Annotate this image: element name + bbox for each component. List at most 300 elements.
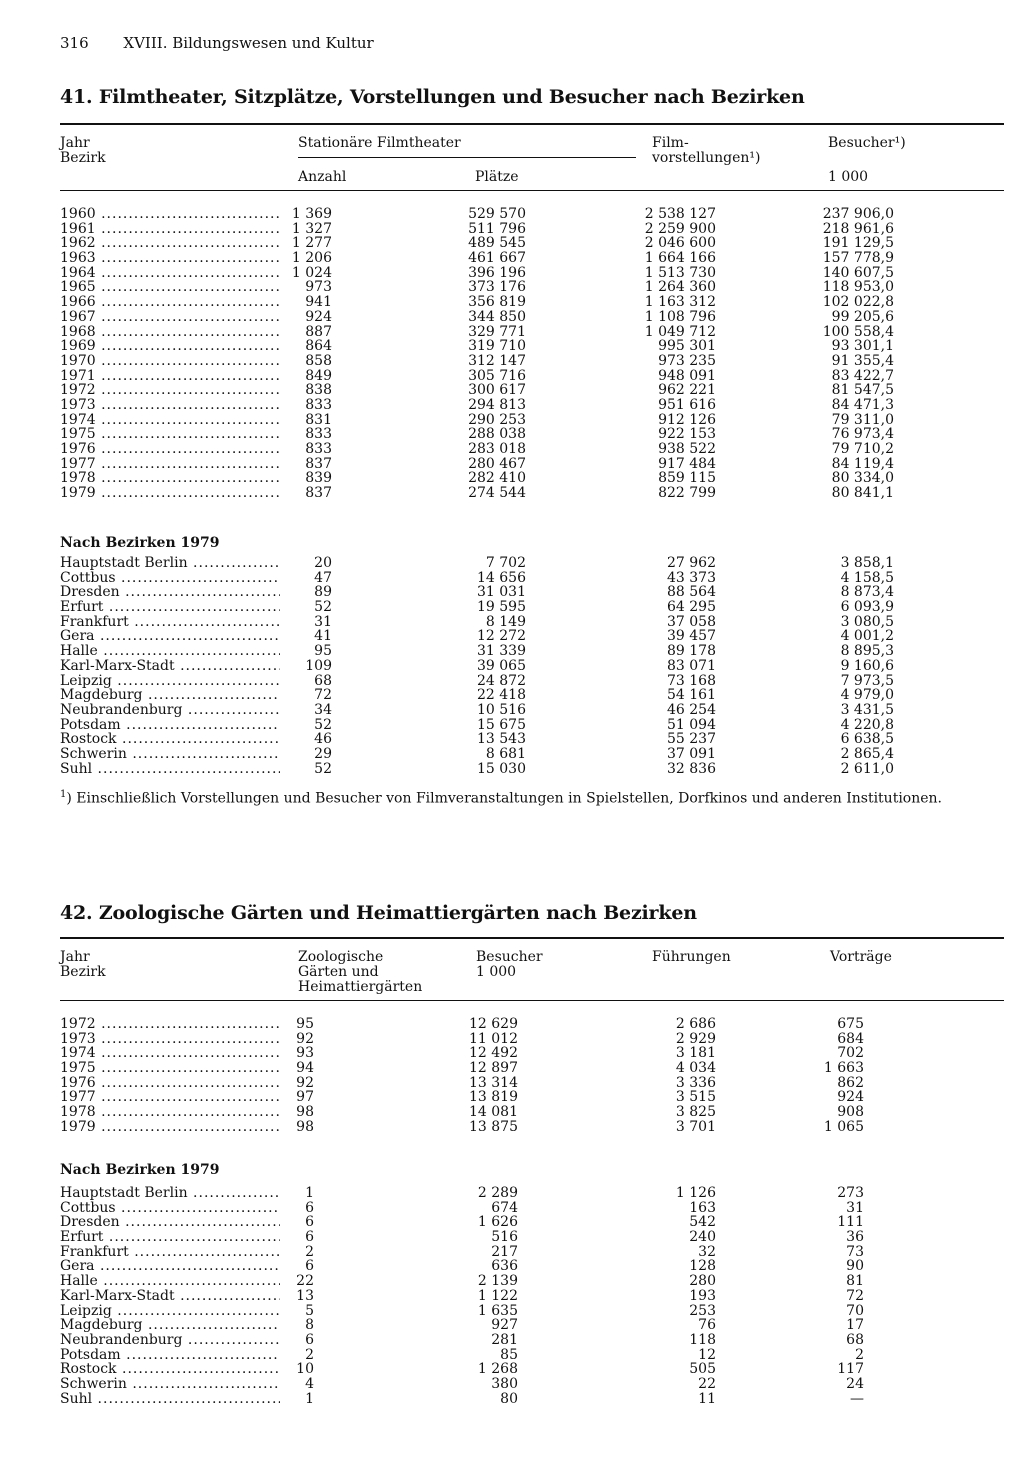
table-cell: 674 (491, 1199, 518, 1216)
table-cell: 34 (314, 701, 332, 718)
table-row (60, 325, 1004, 340)
table-cell: 95 (314, 643, 332, 660)
row-label: Rostock ..... (60, 1362, 280, 1377)
table-cell: 24 (846, 1375, 864, 1392)
table-cell: 300 617 (468, 382, 526, 399)
table-cell: 1 626 (477, 1214, 518, 1231)
row-label: 1965 ..... (60, 280, 280, 295)
table-cell: 973 235 (658, 352, 716, 369)
table-cell: 14 081 (469, 1104, 518, 1121)
table-row (60, 1362, 1004, 1377)
row-label: 1973 ..... (60, 1032, 280, 1047)
table-cell: 3 336 (675, 1074, 716, 1091)
table-cell: 4 001,2 (840, 628, 894, 645)
table-42-subheading: Nach Bezirken 1979 (60, 1162, 220, 1178)
table-cell: 12 272 (477, 628, 526, 645)
table-cell: 1 024 (291, 264, 332, 281)
table-cell: 191 129,5 (822, 235, 894, 252)
row-label: 1972 ..... (60, 1017, 280, 1032)
table-row (60, 1061, 1004, 1076)
table-41-subheading: Nach Bezirken 1979 (60, 535, 220, 551)
table-cell: 294 813 (468, 396, 526, 413)
row-label: 1978 ..... (60, 1105, 280, 1120)
row-label: Cottbus ..... (60, 571, 280, 586)
table-row (60, 747, 1004, 762)
row-label: 1977 ..... (60, 457, 280, 472)
row-label: Halle ..... (60, 1274, 280, 1289)
header-bezirk: Bezirk (60, 964, 106, 980)
table-cell: 833 (305, 426, 332, 443)
table-row (60, 354, 1004, 369)
row-label: Frankfurt ..... (60, 1245, 280, 1260)
table-cell: 396 196 (468, 264, 526, 281)
table-cell: 636 (491, 1258, 518, 1275)
table-cell: 505 (689, 1361, 716, 1378)
table-cell: 12 629 (469, 1016, 518, 1032)
table-cell: 2 (855, 1346, 864, 1363)
table-cell: 39 457 (667, 628, 716, 645)
footnote-mark: 1 (60, 789, 67, 800)
table-row (60, 1186, 1004, 1201)
header-jahr: Jahr (60, 949, 90, 965)
table-cell: 24 872 (477, 672, 526, 689)
table-cell: 837 (305, 485, 332, 502)
table-cell: 10 (296, 1361, 314, 1378)
table-cell: 79 710,2 (831, 441, 894, 457)
table-cell: 1 122 (477, 1287, 518, 1304)
header-zoologische: Zoologische (298, 949, 384, 965)
table-42-header-rule (60, 1000, 1004, 1001)
table-cell: 3 701 (675, 1118, 716, 1135)
table-row (60, 1090, 1004, 1105)
table-cell: 938 522 (658, 441, 716, 457)
table-cell: 6 (305, 1331, 314, 1348)
row-label: 1962 ..... (60, 236, 280, 251)
table-cell: 13 (296, 1287, 314, 1304)
table-cell: 2 538 127 (644, 206, 716, 222)
table-cell: 281 (491, 1331, 518, 1348)
table-cell: 70 (846, 1302, 864, 1319)
table-row (60, 571, 1004, 586)
table-cell: 7 973,5 (840, 672, 894, 689)
table-cell: 511 796 (468, 220, 526, 237)
table-row (60, 310, 1004, 325)
table-cell: 702 (837, 1045, 864, 1062)
table-41-years (60, 207, 1004, 501)
table-row (60, 1318, 1004, 1333)
row-label: 1970 ..... (60, 354, 280, 369)
header-fuehrungen: Führungen (652, 949, 731, 965)
table-row (60, 339, 1004, 354)
table-cell: 8 149 (485, 613, 526, 630)
table-cell: 97 (296, 1089, 314, 1106)
table-cell: 240 (689, 1229, 716, 1246)
table-cell: 6 (305, 1199, 314, 1216)
row-label: Dresden ..... (60, 585, 280, 600)
header-anzahl: Anzahl (298, 169, 347, 185)
table-cell: 32 (698, 1243, 716, 1260)
table-cell: 1 (305, 1390, 314, 1407)
header-gaerten-und: Gärten und (298, 964, 379, 980)
table-cell: 1 664 166 (644, 250, 716, 267)
table-42-districts (60, 1186, 1004, 1406)
table-cell: 93 (296, 1045, 314, 1062)
table-cell: 489 545 (468, 235, 526, 252)
table-cell: 111 (837, 1214, 864, 1231)
table-cell: 89 (314, 584, 332, 601)
table-row (60, 629, 1004, 644)
table-cell: 927 (491, 1317, 518, 1334)
table-row (60, 644, 1004, 659)
table-row (60, 251, 1004, 266)
header-bezirk: Bezirk (60, 150, 106, 166)
table-cell: 831 (305, 411, 332, 428)
header-heimattiergaerten: Heimattiergärten (298, 979, 423, 995)
table-cell: 839 (305, 470, 332, 487)
table-41-header-rule (60, 190, 1004, 191)
table-cell: 68 (314, 672, 332, 689)
table-41-footnote (60, 789, 942, 807)
table-cell: 98 (296, 1104, 314, 1121)
table-cell: 282 410 (468, 470, 526, 487)
table-cell: 117 (837, 1361, 864, 1378)
table-cell: 1 635 (477, 1302, 518, 1319)
table-cell: 1 277 (291, 235, 332, 252)
table-cell: 118 (689, 1331, 716, 1348)
row-label: 1979 ..... (60, 1120, 280, 1135)
header-besucher: Besucher¹) (828, 135, 906, 151)
table-row (60, 457, 1004, 472)
table-cell: 516 (491, 1229, 518, 1246)
table-cell: 64 295 (667, 599, 716, 616)
table-cell: 13 819 (469, 1089, 518, 1106)
table-cell: 14 656 (477, 569, 526, 586)
row-label: 1961 ..... (60, 222, 280, 237)
table-cell: 109 (305, 657, 332, 674)
table-cell: 912 126 (658, 411, 716, 428)
table-cell: 12 492 (469, 1045, 518, 1062)
table-cell: 20 (314, 555, 332, 571)
table-cell: 93 301,1 (831, 338, 894, 355)
table-cell: 13 314 (469, 1074, 518, 1091)
table-cell: 280 467 (468, 455, 526, 472)
table-cell: 90 (846, 1258, 864, 1275)
table-cell: 833 (305, 441, 332, 457)
table-cell: 962 221 (658, 382, 716, 399)
row-label: Magdeburg ..... (60, 688, 280, 703)
row-label: Karl-Marx-Stadt ..... (60, 1289, 280, 1304)
table-cell: 46 254 (667, 701, 716, 718)
table-42-title: 42. Zoologische Gärten und Heimattiergärten nach Bezirken (60, 902, 697, 924)
table-cell: 17 (846, 1317, 864, 1334)
row-label: 1974 ..... (60, 1046, 280, 1061)
table-cell: 81 547,5 (831, 382, 894, 399)
table-row (60, 1304, 1004, 1319)
table-cell: 1 108 796 (644, 308, 716, 325)
header-jahr: Jahr (60, 135, 90, 151)
table-cell: 253 (689, 1302, 716, 1319)
header-vorstellungen: vorstellungen¹) (652, 150, 761, 166)
table-row (60, 369, 1004, 384)
table-cell: 9 160,6 (840, 657, 894, 674)
table-row (60, 236, 1004, 251)
table-cell: 13 543 (477, 731, 526, 748)
table-row (60, 280, 1004, 295)
table-cell: 288 038 (468, 426, 526, 443)
row-label: 1977 ..... (60, 1090, 280, 1105)
table-cell: 95 (296, 1016, 314, 1032)
table-cell: 29 (314, 745, 332, 762)
table-cell: 52 (314, 599, 332, 616)
table-row (60, 1245, 1004, 1260)
table-row (60, 718, 1004, 733)
table-cell: 849 (305, 367, 332, 384)
row-label: Gera ..... (60, 629, 280, 644)
row-label: 1976 ..... (60, 442, 280, 457)
table-cell: — (850, 1390, 864, 1407)
row-label: Rostock ..... (60, 732, 280, 747)
table-cell: 924 (837, 1089, 864, 1106)
table-cell: 356 819 (468, 294, 526, 311)
table-cell: 529 570 (468, 206, 526, 222)
table-row (60, 585, 1004, 600)
table-cell: 32 836 (667, 760, 716, 777)
table-cell: 924 (305, 308, 332, 325)
table-cell: 319 710 (468, 338, 526, 355)
table-row (60, 383, 1004, 398)
page-number: 316 (60, 34, 89, 52)
row-label: 1971 ..... (60, 369, 280, 384)
table-row (60, 688, 1004, 703)
row-label: Leipzig ..... (60, 1304, 280, 1319)
table-cell: 43 373 (667, 569, 716, 586)
table-cell: 92 (296, 1030, 314, 1047)
table-row (60, 266, 1004, 281)
table-cell: 12 (698, 1346, 716, 1363)
table-cell: 19 595 (477, 599, 526, 616)
table-row (60, 295, 1004, 310)
table-cell: 822 799 (658, 485, 716, 502)
table-cell: 80 (500, 1390, 518, 1407)
table-row (60, 1274, 1004, 1289)
table-row (60, 703, 1004, 718)
table-cell: 100 558,4 (822, 323, 894, 340)
row-label: Schwerin ..... (60, 1377, 280, 1392)
table-cell: 675 (837, 1016, 864, 1032)
table-row (60, 1259, 1004, 1274)
row-label: Cottbus ..... (60, 1201, 280, 1216)
table-cell: 2 289 (477, 1185, 518, 1201)
table-cell: 163 (689, 1199, 716, 1216)
table-cell: 833 (305, 396, 332, 413)
table-row (60, 1333, 1004, 1348)
header-film: Film- (652, 135, 689, 151)
table-cell: 31 (846, 1199, 864, 1216)
row-label: 1968 ..... (60, 325, 280, 340)
row-label: Erfurt ..... (60, 600, 280, 615)
table-cell: 908 (837, 1104, 864, 1121)
table-cell: 10 516 (477, 701, 526, 718)
page-header (60, 34, 374, 52)
table-cell: 8 681 (485, 745, 526, 762)
table-row (60, 398, 1004, 413)
table-cell: 684 (837, 1030, 864, 1047)
table-row (60, 615, 1004, 630)
row-label: Erfurt ..... (60, 1230, 280, 1245)
table-cell: 8 873,4 (840, 584, 894, 601)
row-label: 1966 ..... (60, 295, 280, 310)
header-group-rule (298, 157, 636, 158)
table-42-years (60, 1017, 1004, 1135)
table-row (60, 1032, 1004, 1047)
table-cell: 1 163 312 (644, 294, 716, 311)
row-label: Suhl ..... (60, 762, 280, 777)
row-label: 1972 ..... (60, 383, 280, 398)
table-cell: 1 206 (291, 250, 332, 267)
table-cell: 4 220,8 (840, 716, 894, 733)
table-row (60, 1017, 1004, 1032)
row-label: Halle ..... (60, 644, 280, 659)
table-cell: 68 (846, 1331, 864, 1348)
row-label: Schwerin ..... (60, 747, 280, 762)
table-cell: 1 264 360 (644, 279, 716, 296)
table-cell: 1 663 (823, 1060, 864, 1077)
table-cell: 858 (305, 352, 332, 369)
table-cell: 864 (305, 338, 332, 355)
table-row (60, 1377, 1004, 1392)
table-cell: 12 897 (469, 1060, 518, 1077)
table-cell: 73 168 (667, 672, 716, 689)
table-cell: 3 080,5 (840, 613, 894, 630)
row-label: Dresden ..... (60, 1215, 280, 1230)
table-row (60, 1392, 1004, 1407)
row-label: Frankfurt ..... (60, 615, 280, 630)
table-cell: 4 034 (675, 1060, 716, 1077)
row-label: 1969 ..... (60, 339, 280, 354)
table-cell: 217 (491, 1243, 518, 1260)
table-row (60, 207, 1004, 222)
table-cell: 6 (305, 1214, 314, 1231)
table-cell: 1 513 730 (644, 264, 716, 281)
table-cell: 941 (305, 294, 332, 311)
table-cell: 995 301 (658, 338, 716, 355)
row-label: 1979 ..... (60, 486, 280, 501)
table-cell: 1 369 (291, 206, 332, 222)
table-row (60, 1105, 1004, 1120)
table-cell: 922 153 (658, 426, 716, 443)
table-cell: 4 979,0 (840, 687, 894, 704)
table-cell: 128 (689, 1258, 716, 1275)
table-42-top-rule (60, 937, 1004, 939)
table-cell: 84 471,3 (831, 396, 894, 413)
table-cell: 83 071 (667, 657, 716, 674)
table-row (60, 556, 1004, 571)
row-label: Hauptstadt Berlin ..... (60, 556, 280, 571)
header-vortraege: Vorträge (830, 949, 892, 965)
table-cell: 2 686 (675, 1016, 716, 1032)
row-label: Suhl ..... (60, 1392, 280, 1407)
table-row (60, 471, 1004, 486)
table-cell: 37 058 (667, 613, 716, 630)
table-cell: 72 (314, 687, 332, 704)
table-cell: 37 091 (667, 745, 716, 762)
row-label: 1964 ..... (60, 266, 280, 281)
table-cell: 13 875 (469, 1118, 518, 1135)
table-cell: 31 339 (477, 643, 526, 660)
table-cell: 46 (314, 731, 332, 748)
table-cell: 85 (500, 1346, 518, 1363)
table-cell: 27 962 (667, 555, 716, 571)
table-cell: 6 (305, 1229, 314, 1246)
table-cell: 22 (296, 1273, 314, 1290)
table-cell: 140 607,5 (822, 264, 894, 281)
table-cell: 84 119,4 (831, 455, 894, 472)
table-cell: 273 (837, 1185, 864, 1201)
table-row (60, 486, 1004, 501)
row-label: Magdeburg ..... (60, 1318, 280, 1333)
table-cell: 887 (305, 323, 332, 340)
row-label: 1976 ..... (60, 1076, 280, 1091)
table-cell: 859 115 (658, 470, 716, 487)
table-cell: 461 667 (468, 250, 526, 267)
table-cell: 47 (314, 569, 332, 586)
table-cell: 193 (689, 1287, 716, 1304)
table-cell: 948 091 (658, 367, 716, 384)
table-cell: 8 895,3 (840, 643, 894, 660)
table-cell: 344 850 (468, 308, 526, 325)
table-row (60, 1046, 1004, 1061)
row-label: 1974 ..... (60, 413, 280, 428)
table-cell: 305 716 (468, 367, 526, 384)
header-stationaere-filmtheater: Stationäre Filmtheater (298, 135, 461, 151)
row-label: 1973 ..... (60, 398, 280, 413)
table-cell: 52 (314, 760, 332, 777)
table-cell: 15 675 (477, 716, 526, 733)
table-cell: 39 065 (477, 657, 526, 674)
header-plaetze: Plätze (475, 169, 519, 185)
table-cell: 1 049 712 (644, 323, 716, 340)
table-row (60, 222, 1004, 237)
table-cell: 94 (296, 1060, 314, 1077)
row-label: Potsdam ..... (60, 1348, 280, 1363)
table-cell: 72 (846, 1287, 864, 1304)
table-cell: 917 484 (658, 455, 716, 472)
table-cell: 4 158,5 (840, 569, 894, 586)
table-cell: 102 022,8 (822, 294, 894, 311)
table-cell: 55 237 (667, 731, 716, 748)
row-label: Gera ..... (60, 1259, 280, 1274)
row-label: Leipzig ..... (60, 674, 280, 689)
table-cell: 542 (689, 1214, 716, 1231)
row-label: Potsdam ..... (60, 718, 280, 733)
table-cell: 237 906,0 (822, 206, 894, 222)
table-row (60, 1120, 1004, 1135)
table-cell: 6 093,9 (840, 599, 894, 616)
table-cell: 22 418 (477, 687, 526, 704)
table-cell: 7 702 (485, 555, 526, 571)
footnote-text: ) Einschließlich Vorstellungen und Besucher von Filmveranstaltungen in Spielstellen, Dorfkinos und anderen Institutionen. (66, 790, 942, 807)
table-cell: 3 431,5 (840, 701, 894, 718)
table-cell: 2 259 900 (644, 220, 716, 237)
table-cell: 1 065 (823, 1118, 864, 1135)
table-cell: 41 (314, 628, 332, 645)
table-row (60, 659, 1004, 674)
table-cell: 76 (698, 1317, 716, 1334)
table-row (60, 1289, 1004, 1304)
table-cell: 76 973,4 (831, 426, 894, 443)
table-cell: 862 (837, 1074, 864, 1091)
table-cell: 11 (698, 1390, 716, 1407)
